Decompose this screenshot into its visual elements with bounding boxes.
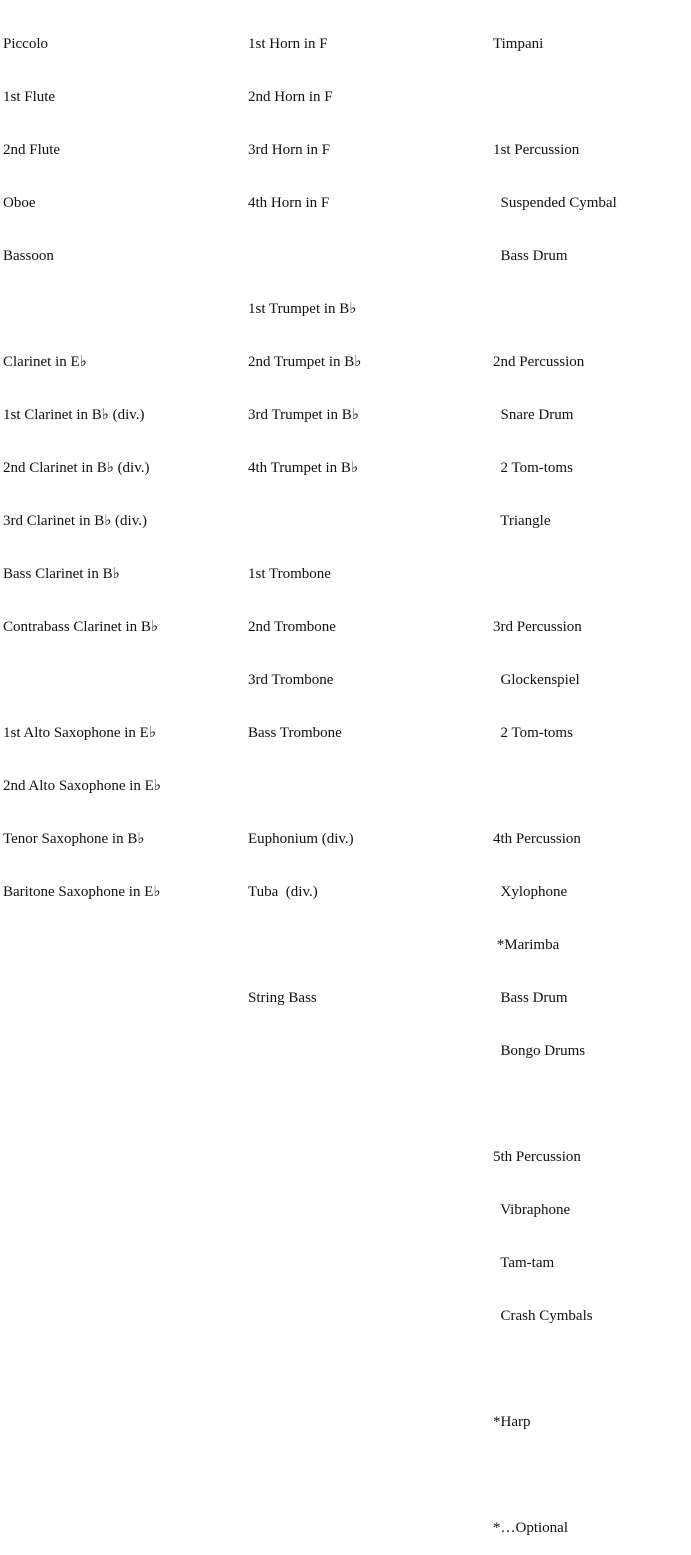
instrument-line: 2nd Trombone [248, 619, 336, 635]
instrument-line: 2nd Flute [3, 142, 61, 158]
section-heading: 5th Percussion [493, 1149, 581, 1165]
instrument-line: Clarinet in E♭ [3, 354, 87, 370]
instrument-line: Timpani [493, 36, 544, 52]
instrument-line: 3rd Horn in F [248, 142, 331, 158]
section-heading: 1st Percussion [493, 142, 580, 158]
section-heading: 2nd Percussion [493, 354, 585, 370]
instrument-line: *Marimba [493, 937, 560, 953]
instrument-line: 2nd Trumpet in B♭ [248, 354, 362, 370]
instrument-line: 1st Trumpet in B♭ [248, 301, 357, 317]
optional-note: *…Optional [493, 1520, 568, 1536]
section-heading: 3rd Percussion [493, 619, 582, 635]
instrument-line: Baritone Saxophone in E♭ [3, 884, 161, 900]
instrument-line: Bass Trombone [248, 725, 342, 741]
blank-line [248, 777, 361, 796]
instrument-line: Bass Drum [493, 248, 568, 264]
instrument-line: String Bass [248, 990, 317, 1006]
instrument-line: Triangle [493, 513, 551, 529]
brass-column [248, 1, 361, 1025]
instrument-line: 4th Trumpet in B♭ [248, 460, 359, 476]
blank-line [248, 936, 361, 955]
instrument-line: Snare Drum [493, 407, 574, 423]
instrument-line: Crash Cymbals [493, 1308, 593, 1324]
instrument-line: 1st Trombone [248, 566, 331, 582]
instrument-line: 2nd Alto Saxophone in E♭ [3, 778, 161, 794]
instrument-line: Bassoon [3, 248, 54, 264]
blank-line [493, 1466, 617, 1485]
section-heading: 4th Percussion [493, 831, 581, 847]
instrument-line: Tenor Saxophone in B♭ [3, 831, 145, 847]
blank-line [248, 247, 361, 266]
blank-line [493, 565, 617, 584]
instrument-line: Bass Drum [493, 990, 568, 1006]
instrument-line: Tuba (div.) [248, 884, 318, 900]
instrument-line: Piccolo [3, 36, 48, 52]
instrument-line: 1st Clarinet in B♭ (div.) [3, 407, 145, 423]
instrument-line: Bass Clarinet in B♭ [3, 566, 120, 582]
instrument-line: Tam-tam [493, 1255, 555, 1271]
blank-line [493, 777, 617, 796]
instrument-line: 2 Tom-toms [493, 460, 573, 476]
blank-line [248, 512, 361, 531]
instrument-line: *Harp [493, 1414, 531, 1430]
instrument-line: 3rd Trombone [248, 672, 334, 688]
instrument-line: Xylophone [493, 884, 568, 900]
instrument-line: 4th Horn in F [248, 195, 330, 211]
instrument-line: 2nd Clarinet in B♭ (div.) [3, 460, 150, 476]
instrument-line: Suspended Cymbal [493, 195, 617, 211]
blank-line [493, 1360, 617, 1379]
blank-line [493, 300, 617, 319]
instrument-line: Glockenspiel [493, 672, 580, 688]
blank-line [3, 300, 161, 319]
blank-line [3, 671, 161, 690]
instrument-line: 2 Tom-toms [493, 725, 573, 741]
blank-line [493, 1095, 617, 1114]
instrument-line: Bongo Drums [493, 1043, 586, 1059]
instrument-line: 2nd Horn in F [248, 89, 333, 105]
percussion-column [493, 1, 617, 1555]
instrument-line: Euphonium (div.) [248, 831, 354, 847]
instrument-line: Oboe [3, 195, 36, 211]
instrument-line: 3rd Clarinet in B♭ (div.) [3, 513, 147, 529]
instrument-line: 1st Flute [3, 89, 56, 105]
instrument-line: 3rd Trumpet in B♭ [248, 407, 359, 423]
instrument-line: Contrabass Clarinet in B♭ [3, 619, 158, 635]
instrument-line: 1st Horn in F [248, 36, 328, 52]
instrument-line: Vibraphone [493, 1202, 571, 1218]
woodwinds-column [3, 1, 161, 919]
instrument-line: 1st Alto Saxophone in E♭ [3, 725, 156, 741]
blank-line [493, 88, 617, 107]
